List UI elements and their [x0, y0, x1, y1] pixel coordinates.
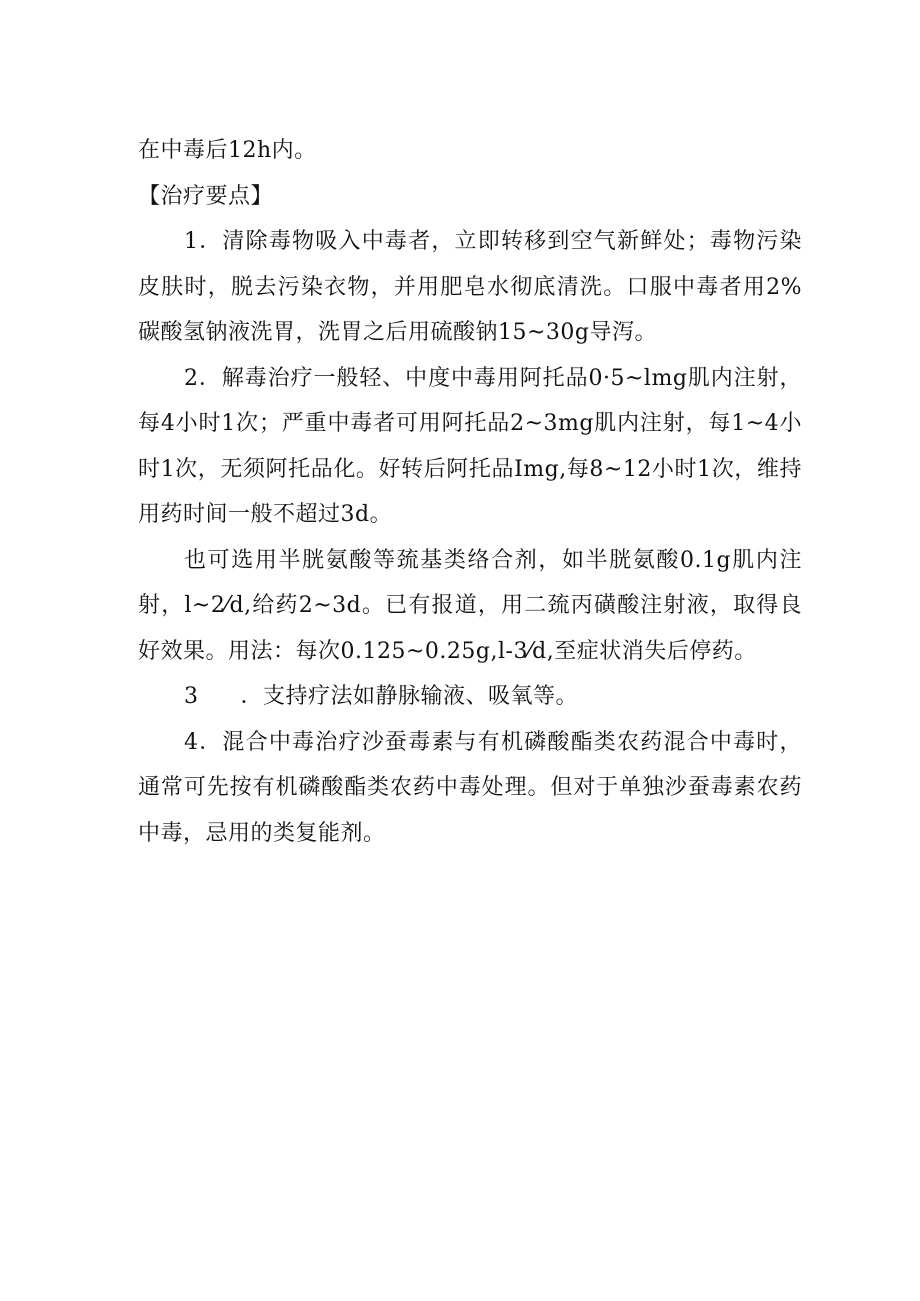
paragraph-supportive	[138, 674, 802, 720]
paragraph-cysteine: 也可选用半胱氨酸等巯基类络合剂，如半胱氨酸0.1g肌内注射，l~2⁄d,给药2~3d。已有报道，用二巯丙磺酸注射液，取得良好效果。用法：每次0.125~0.25g,l-3⁄d,至症状消失后停药。	[138, 547, 802, 664]
document-body	[138, 128, 802, 856]
paragraph-mixed-poisoning: 4．混合中毒治疗沙蚕毒素与有机磷酸酯类农药混合中毒时，通常可先按有机磷酸酯类农药中毒处理。但对于单独沙蚕毒素农药中毒，忌用的类复能剂。	[138, 729, 802, 846]
paragraph-clear-poison: 1．清除毒物吸入中毒者，立即转移到空气新鲜处；毒物污染皮肤时，脱去污染衣物，并用肥皂水彻底清洗。口服中毒者用2%碳酸氢钠液洗胃，洗胃之后用硫酸钠15~30g导泻。	[138, 229, 802, 345]
paragraph-intro: 在中毒后12h内。	[138, 138, 317, 163]
paragraph-antidote: 2．解毒治疗一般轻、中度中毒用阿托品0·5~lmg肌内注射，每4小时1次；严重中毒者可用阿托品2~3mg肌内注射，每1~4小时1次，无须阿托品化。好转后阿托品Img,每8~12小时1次，维持用药时间一般不超过3d。	[138, 365, 802, 527]
section-heading: 【治疗要点】	[138, 183, 274, 209]
paragraph-supportive-text: ．支持疗法如静脉输液、吸氧等。	[240, 684, 579, 709]
list-number: 3	[184, 684, 199, 709]
